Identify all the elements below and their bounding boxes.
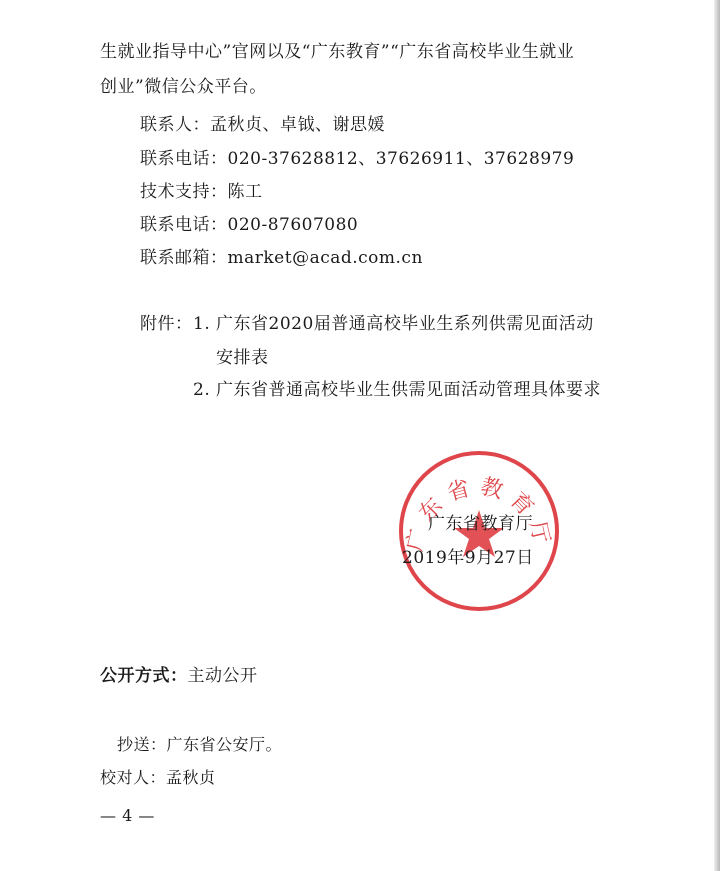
attachment-1-line-1: 广东省2020届普通高校毕业生系列供需见面活动 — [216, 314, 594, 334]
proofreader-line: 校对人：孟秋贞 — [100, 768, 216, 787]
contact-people: 联系人：孟秋贞、卓钺、谢思媛 — [140, 115, 385, 135]
intro-line-1: 生就业指导中心”官网以及“广东教育”“广东省高校毕业生就业 — [100, 42, 575, 62]
attachment-2-text: 广东省普通高校毕业生供需见面活动管理具体要求 — [216, 380, 601, 400]
attachment-1-number: 1. — [193, 314, 211, 334]
contact-email: 联系邮箱：market@acad.com.cn — [140, 248, 423, 268]
page-edge-shadow — [714, 0, 720, 871]
seal-arc-text: 广东省教育厅 — [402, 474, 556, 554]
signature-org: 广东省教育厅 — [428, 514, 533, 534]
cc-line: 抄送：广东省公安厅。 — [117, 735, 283, 754]
page-number: — 4 — — [100, 806, 155, 825]
contact-phone-1: 联系电话：020-37628812、37626911、37628979 — [140, 149, 575, 169]
disclosure-row — [100, 664, 258, 688]
intro-line-2: 创业”微信公众平台。 — [100, 77, 267, 97]
signature-date: 2019年9月27日 — [402, 548, 534, 568]
attachment-1-line-2: 安排表 — [216, 348, 269, 368]
tech-support: 技术支持：陈工 — [140, 182, 263, 202]
attachments-label: 附件： — [140, 314, 193, 334]
disclosure-label: 公开方式： — [100, 666, 188, 686]
contact-phone-2: 联系电话：020-87607080 — [140, 215, 359, 235]
attachment-2-number: 2. — [193, 380, 211, 400]
disclosure-value: 主动公开 — [187, 666, 258, 686]
